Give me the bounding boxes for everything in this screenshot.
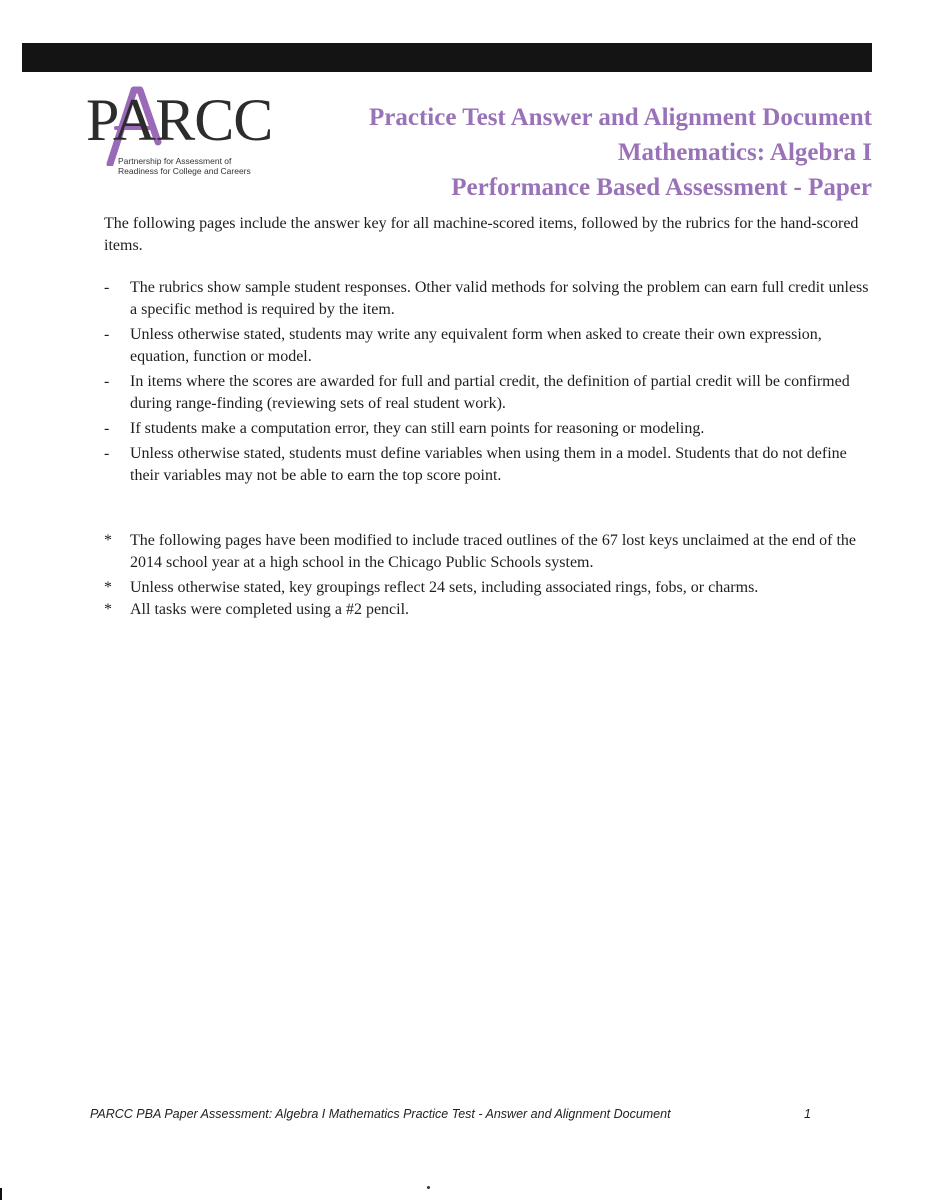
logo-wordmark: PARCC <box>86 87 273 153</box>
top-black-bar <box>22 43 872 72</box>
intro-paragraph: The following pages include the answer key for all machine-scored items, followed by the rubrics for the hand-scored items. <box>104 215 859 254</box>
rubric-notes-list <box>104 277 874 490</box>
list-item: - In items where the scores are awarded for full and partial credit, the definition of partial credit will be confirmed during range-finding (reviewing sets of real student work). <box>104 373 850 412</box>
logo-tagline: Partnership for Assessment of Readiness for College and Careers <box>118 156 251 176</box>
list-item: * Unless otherwise stated, key groupings reflect 24 sets, including associated rings, fobs, or charms. <box>104 579 759 596</box>
title-line-1: Practice Test Answer and Alignment Document <box>369 104 872 131</box>
list-item: - The rubrics show sample student responses. Other valid methods for solving the problem can earn full credit unless a specific method is required by the item. <box>104 279 869 318</box>
page-number: 1 <box>804 1107 811 1121</box>
list-item: * All tasks were completed using a #2 pencil. <box>104 601 410 618</box>
list-item: - Unless otherwise stated, students may write any equivalent form when asked to create their own expression, equation, function or model. <box>104 326 822 365</box>
list-item: - Unless otherwise stated, students must define variables when using them in a model. Students that do not define their variables may not be able to earn the top score point. <box>104 445 847 484</box>
scan-speck <box>427 1186 430 1189</box>
modification-notes-list <box>104 530 874 624</box>
title-line-2: Mathematics: Algebra I <box>617 139 872 166</box>
parcc-logo <box>86 84 286 179</box>
list-item: * The following pages have been modified to include traced outlines of the 67 lost keys unclaimed at the end of the 2014 school year at a high school in the Chicago Public Schools system. <box>104 532 857 571</box>
list-item: - If students make a computation error, they can still earn points for reasoning or modeling. <box>104 420 705 437</box>
scan-edge-mark <box>0 1188 2 1200</box>
title-line-3: Performance Based Assessment - Paper <box>451 174 872 201</box>
document-title <box>292 100 872 205</box>
page-footer: PARCC PBA Paper Assessment: Algebra I Mathematics Practice Test - Answer and Alignment Document <box>90 1107 671 1121</box>
